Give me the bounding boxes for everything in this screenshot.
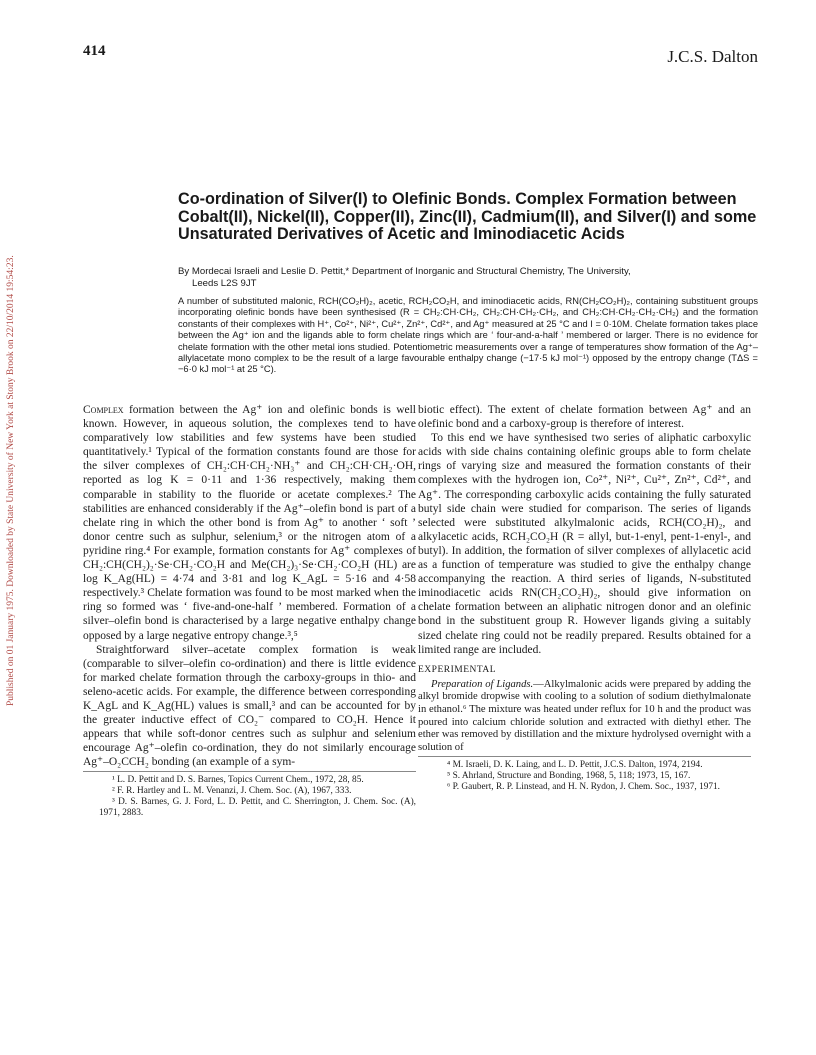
journal-name: J.C.S. Dalton (667, 47, 758, 66)
preparation-text: —Alkylmalonic acids were prepared by adding the alkyl bromide dropwise with cooling to a solution of sodium diethylmalonate in ethanol.⁶ The mixture was heated under reflux for 10 h and the product was poured into calcium chloride solution and extracted with diethyl ether. The ether was removed by distillation and the mixture hydrolysed overnight with a solution of (418, 678, 751, 753)
subheading-preparation: Preparation of Ligands. (431, 678, 534, 690)
aims-paragraph: To this end we have synthesised two series of aliphatic carboxylic acids with side chains containing olefinic groups able to form chelate rings of varying size and measured the formation constants of their complexes with the hydrogen ion, Co²⁺, Ni²⁺, Cu²⁺, Zn²⁺, Cd²⁺, and Ag⁺. The corresponding carboxylic acids containing the fully saturated butyl side chain were studied for comparison. The series of ligands selected were substituted alkylmalonic acids, RCH(CO₂H)₂, and alkylacetic acids, RCH₂CO₂H (R = allyl, but-1-enyl, pent-1-enyl-, and butyl). In addition, the formation of silver complexes of allylacetic acid as a function of temperature was studied to give the enthalpy change accompanying the reaction. A third series of ligands, N-substituted iminodiacetic acids RN(CH₂CO₂H)₂, should give information on chelate formation between an aliphatic nitrogen donor and an olefinic bond in the substituent group R. However ligands giving a suitably sized chelate ring could not be readily prepared. Results obtained for a limited range are included. (418, 432, 751, 656)
footnote-1: ¹ L. D. Pettit and D. S. Barnes, Topics Current Chem., 1972, 28, 85. (112, 775, 364, 786)
intro-paragraph-1 (83, 403, 416, 643)
footnote-3: ³ D. S. Barnes, G. J. Ford, L. D. Pettit, and C. Sherrington, J. Chem. Soc. (A), 1971, 2883. (99, 797, 416, 819)
article-title: Co-ordination of Silver(I) to Olefinic Bonds. Complex Formation between Cobalt(II), Nickel(II), Copper(II), Zinc(II), Cadmium(II), and Silver(I) and some Unsaturated Derivatives of Acetic and Iminodiacetic Acids (178, 190, 757, 243)
intro-paragraph-1-text: formation between the Ag⁺ ion and olefinic bonds is well known. However, in aqueous solution, the complexes tend to have comparatively low stabilities and few systems have been studied quantitatively.¹ Typical of the formation constants found are those for the silver complexes of CH₂:CH·CH₂·NH₃⁺ and CH₂:CH·CH₂·OH, reported as log K = 0·11 and 1·36 respectively, making them comparable in stability to the fluoride or acetate complexes.² The stabilities are enhanced considerably if the Ag⁺–olefin bond is part of a chelate ring in which the other bond is from Ag⁺ to another ‘ soft ’ donor centre such as sulphur, selenium,³ or the nitrogen atom of a pyridine ring.⁴ For example, formation constants for Ag⁺ complexes of CH₂:CH(CH₂)₂·Se·CH₂·CO₂H and Me(CH₂)₃·Se·CH₂·CO₂H (HL) are log K_Ag(HL) = 4·74 and 3·81 and log K_AgL = 5·16 and 4·58 respectively.³ Chelate formation was found to be most marked when the ring so formed was ‘ five-and-one-half ’ membered. Formation of a silver–olefin bond is characterised by a large negative enthalpy change opposed by a large negative entropy change.³,⁵ (83, 404, 416, 642)
left-column (83, 403, 416, 819)
right-column (418, 403, 751, 793)
affiliation-city: Leeds L2S 9JT (192, 278, 257, 289)
page-number: 414 (83, 43, 106, 59)
authors-and-affiliation: By Mordecai Israeli and Leslie D. Pettit,* Department of Inorganic and Structural Chemistry, The University, (178, 266, 631, 277)
preparation-paragraph (418, 679, 751, 755)
footnote-5: ⁵ S. Ahrland, Structure and Bonding, 1968, 5, 118; 1973, 15, 167. (447, 771, 691, 782)
footnote-2: ² F. R. Hartley and L. M. Venanzi, J. Chem. Soc. (A), 1967, 333. (112, 786, 352, 797)
footnote-4: ⁴ M. Israeli, D. K. Laing, and L. D. Pettit, J.C.S. Dalton, 1974, 2194. (447, 760, 703, 771)
footnote-6: ⁶ P. Gaubert, R. P. Linstead, and H. N. Rydon, J. Chem. Soc., 1937, 1971. (447, 782, 720, 793)
abstract: A number of substituted malonic, RCH(CO₂H)₂, acetic, RCH₂CO₂H, and iminodiacetic acids, RN(CH₂CO₂H)₂, containing substituent groups incorporating olefinic bonds have been synthesised (R = CH₂:CH·CH₂, CH₂:CH·CH₂·CH₂, and CH₂:CH·CH₂·CH₂·CH₂) and the formation constants of their complexes with H⁺, Co²⁺, Ni²⁺, Cu²⁺, Zn²⁺, Cd²⁺, and Ag⁺ measured at 25 °C and I = 0·10M. Chelate formation takes place between the Ag⁺ ion and the ligands able to form chelate rings which are ‘ four-and-a-half ’ membered or larger. There is no evidence for chelate formation with the other metal ions studied. Potentiometric measurements over a range of temperatures show formation of the Ag⁺–allylacetate mono complex to be the result of a large favourable enthalpy change (−17·5 kJ mol⁻¹) opposed by the entropy change (TΔS = −6·0 kJ mol⁻¹ at 25 °C). (178, 296, 758, 375)
footnote-rule (418, 756, 751, 757)
author-line (178, 266, 758, 290)
section-heading-experimental: EXPERIMENTAL (418, 664, 497, 675)
continued-paragraph: biotic effect). The extent of chelate formation between Ag⁺ and an olefinic bond and a carboxy-group is therefore of interest. (418, 404, 751, 431)
footnote-rule (83, 771, 416, 772)
lead-word: Complex (83, 404, 124, 416)
download-watermark-note: Published on 01 January 1975. Downloaded by State University of New York at Stony Brook on 22/10/2014 19:54:23. (6, 255, 16, 706)
intro-paragraph-2: Straightforward silver–acetate complex formation is weak (comparable to silver–olefin co-ordination) and there is little evidence for marked chelate formation through the carboxy-groups in thio- and seleno-acetic acids. For example, the difference between corresponding K_AgL and K_Ag(HL) values is small,³ and can be accounted for by the greater inductive effect of CO₂⁻ compared to CO₂H. Hence it appears that while soft-donor centres such as sulphur and selenium encourage Ag⁺–olefin co-ordination, they do not similarly encourage Ag⁺–O₂CCH₂ bonding (an example of a sym- (83, 643, 416, 769)
